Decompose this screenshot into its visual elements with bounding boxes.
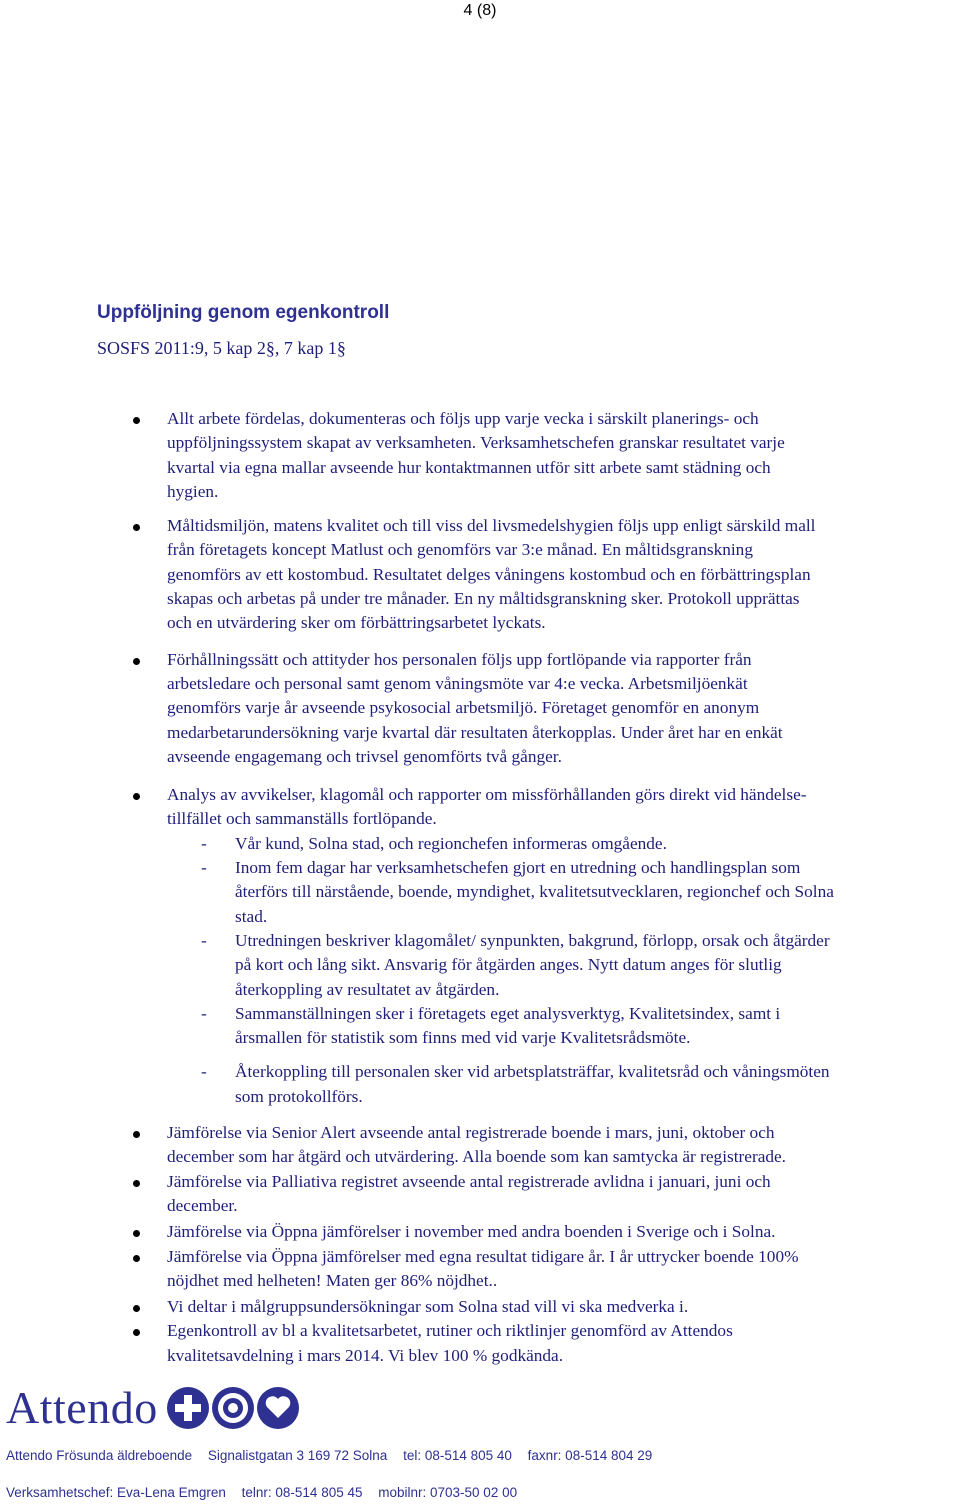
list-line: som protokollförs. [235,1086,363,1106]
list-line: Inom fem dagar har verksamhetschefen gjort en utredning och handlingsplan som [235,858,801,878]
list-item [0,783,960,1109]
bullet-icon [133,1180,140,1187]
list-line: Allt arbete fördelas, dokumenteras och följs upp varje vecka i särskilt planerings- och [167,409,759,428]
list-line: Återkoppling till personalen sker vid arbetsplatsträffar, kvalitetsråd och våningsmöten [235,1062,830,1082]
list-line: medarbetarundersökning varje kvartal där resultaten återkopplas. Under året har en enkät [167,722,783,742]
list-line: tillfället och sammanställs fortlöpande. [167,809,437,829]
list-line: Vår kund, Solna stad, och regionchefen informeras omgående. [235,833,667,853]
sub-list-item [167,1002,936,1051]
list-line: Jämförelse via Öppna jämförelser i november med andra boenden i Sverige och i Solna. [167,1222,776,1242]
bullet-icon [133,1255,140,1262]
footer-phone: tel: 08-514 805 40 [403,1448,512,1463]
logo-wordmark: Attendo [6,1382,158,1433]
list-line: Egenkontroll av bl a kvalitetsarbetet, rutiner och riktlinjer genomförd av Attendos [167,1321,733,1341]
list-item [0,1121,960,1170]
list-line: hygien. [167,481,219,501]
bullet-icon [133,1329,140,1336]
list-line: Måltidsmiljön, matens kvalitet och till viss del livsmedelshygien följs upp enligt särskild mall [167,516,816,536]
list-line: Vi deltar i målgruppsundersökningar som Solna stad vill vi ska medverka i. [167,1297,689,1317]
dash-marker: - [201,930,207,950]
list-item [0,407,960,504]
dash-marker: - [201,858,207,878]
dash-marker: - [201,1003,207,1023]
section-subheading: SOSFS 2011:9, 5 kap 2§, 7 kap 1§ [97,338,346,358]
list-item [0,1245,960,1294]
list-line: december. [167,1195,238,1215]
section-heading: Uppföljning genom egenkontroll [97,302,390,323]
list-line: Sammanställningen sker i företagets eget analysverktyg, Kvalitetsindex, samt i [235,1003,781,1023]
list-line: Utredningen beskriver klagomålet/ synpunkten, bakgrund, förlopp, orsak och åtgärder [235,930,830,950]
list-line: genomförs varje år avseende psykosocial arbetsmiljö. Företaget genomför en anonym [167,698,760,718]
list-line: genomförs av ett kostombud. Resultatet delges våningens kostombud och en förbättringsplan [167,564,811,584]
list-line: skapas och arbetas på under tre månader. En ny måltidsgranskning sker. Protokoll upprättas [167,589,800,609]
list-line: från företagets koncept Matlust och genomförs var 3:e månad. En måltidsgranskning [167,540,753,560]
list-line: Analys av avvikelser, klagomål och rapporter om missförhållanden görs direkt vid händelse- [167,785,807,805]
list-line: och en utvärdering sker om förbättringsarbetet lyckats. [167,613,546,633]
list-line: Förhållningssätt och attityder hos personalen följs upp fortlöpande via rapporter från [167,649,752,669]
dash-marker: - [201,1062,207,1082]
bullet-icon [133,658,140,665]
footer-company-name: Attendo Frösunda äldreboende [6,1448,193,1463]
list-line: kvalitetsavdelning i mars 2014. Vi blev 100 % godkända. [167,1345,564,1365]
bullet-icon [133,1131,140,1138]
list-line: på kort och lång sikt. Ansvarig för åtgärden anges. Nytt datum anges för slutlig [235,955,782,975]
list-line: återkoppling av resultatet av åtgärden. [235,979,500,999]
bullet-icon [133,793,140,800]
footer-manager-mobile: mobilnr: 0703-50 02 00 [378,1485,518,1500]
list-line: återförs till närstående, boende, myndighet, kvalitetsutvecklaren, regionchef och Solna [235,882,834,902]
sub-list [167,832,936,1109]
page-number: 4 (8) [463,2,497,19]
sub-list-item [167,929,936,1002]
list-item [0,1220,960,1244]
attendo-logo [6,1383,326,1433]
footer-fax: faxnr: 08-514 804 29 [527,1448,653,1463]
list-line: Jämförelse via Öppna jämförelser med egna resultat tidigare år. I år uttrycker boende 100% [167,1246,799,1266]
list-item [0,1170,960,1219]
bullet-list [0,407,960,1368]
list-line: avseende engagemang och trivsel genomförts två gånger. [167,746,562,766]
list-item [0,1319,960,1368]
bullet-icon [133,417,140,424]
bullet-icon [133,524,140,531]
list-line: kvartal via egna mallar avseende hur kontaktmannen utför sitt arbete samt städning och [167,457,771,477]
list-line: Jämförelse via Palliativa registret avseende antal registrerade avlidna i januari, juni och [167,1171,771,1191]
list-item [0,514,960,635]
footer-line-2 [6,1485,956,1500]
list-line: december som har åtgärd och utvärdering. Alla boende som kan samtycka är registrerade. [167,1147,787,1167]
logo-symbols-icon [166,1383,326,1433]
list-item [0,648,960,769]
footer-address: Signalistgatan 3 169 72 Solna [207,1448,388,1463]
bullet-icon [133,1305,140,1312]
list-line: Jämförelse via Senior Alert avseende antal registrerade boende i mars, juni, oktober och [167,1123,775,1143]
footer-line-1 [6,1448,956,1463]
footer-manager-phone: telnr: 08-514 805 45 [241,1485,363,1500]
list-line: stad. [235,906,268,926]
sub-list-item [167,1060,936,1109]
sub-list-item [167,856,936,929]
list-line: årsmallen för statistik som finns med vid varje Kvalitetsrådsmöte. [235,1028,691,1048]
list-line: uppföljningssystem skapat av verksamheten. Verksamhetschefen granskar resultatet varje [167,433,785,453]
dash-marker: - [201,833,207,853]
bullet-icon [133,1230,140,1237]
sub-list-item [167,832,936,856]
list-line: arbetsledare och personal samt genom våningsmöte var 4:e vecka. Arbetsmiljöenkät [167,673,748,693]
list-line: nöjdhet med helheten! Maten ger 86% nöjdhet.. [167,1270,498,1290]
footer-manager: Verksamhetschef: Eva-Lena Emgren [6,1485,226,1500]
list-item [0,1295,960,1319]
